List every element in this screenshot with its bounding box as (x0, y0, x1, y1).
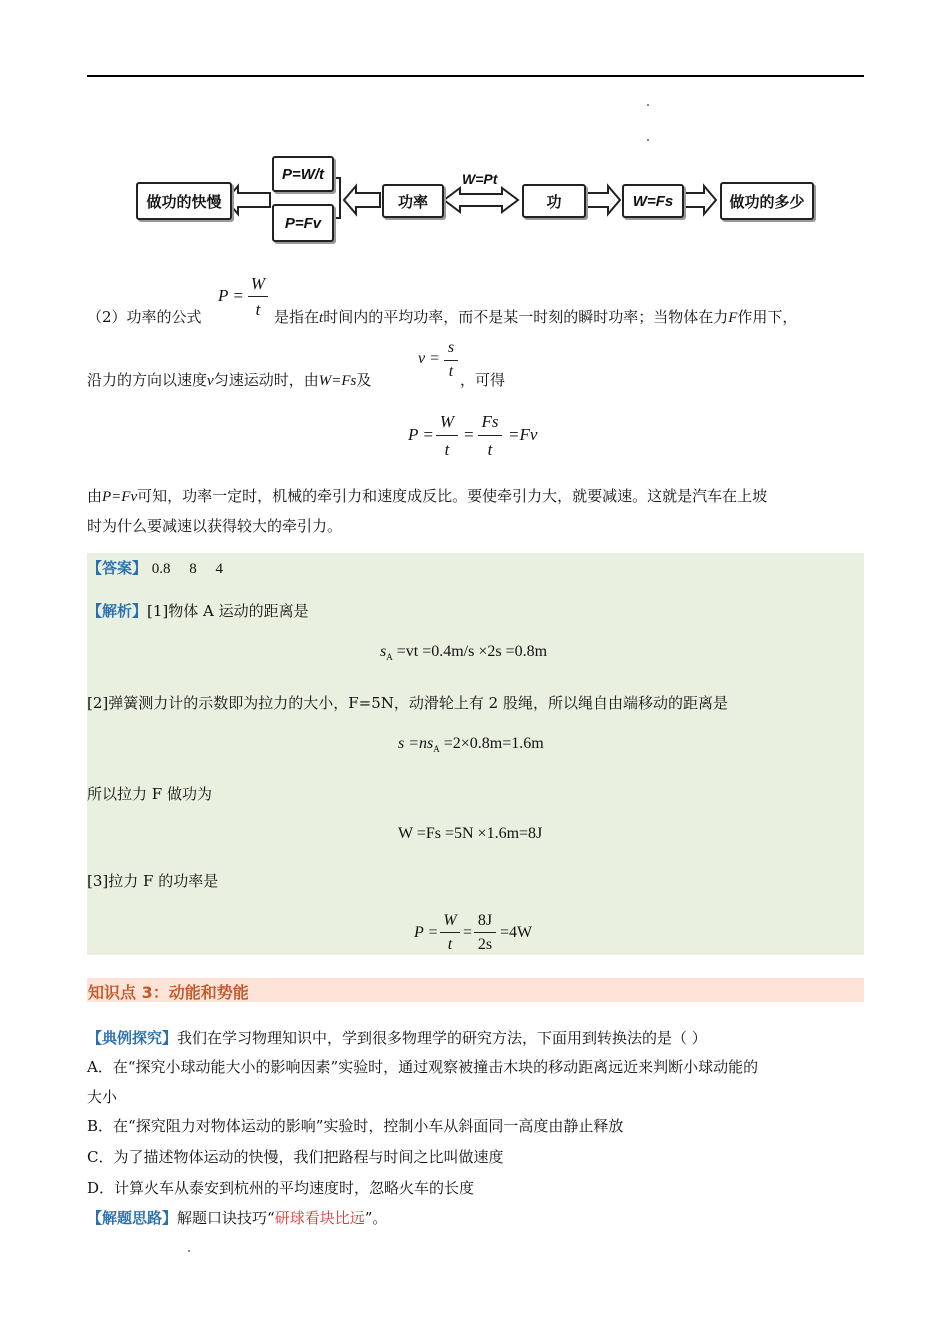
analysis-line (87, 600, 309, 621)
para4-line1-b: 可知，功率一定时，机械的牵引力和速度成反比。要使牵引力大，就要减速。这就是汽车在上坡 (137, 487, 768, 505)
option-b: B．在“探究阻力对物体运动的影响”实验时，控制小车从斜面同一高度由静止释放 (87, 1117, 624, 1135)
hint-text: 解题口诀技巧“ (177, 1209, 275, 1227)
eq-main-lhs: P = (408, 425, 434, 444)
analysis-eq1 (380, 643, 547, 662)
box-work-formula: W=Fs (622, 184, 684, 218)
eq2-main: s =ns (398, 735, 434, 752)
header-rule (87, 75, 864, 77)
eq-main-line1 (436, 435, 458, 436)
para3-formula-w: W=Fs (318, 373, 357, 389)
arrow-left-icon (226, 186, 270, 214)
option-a-line1: A．在“探究小球动能大小的影响因素”实验时，通过观察被撞击木块的移动距离远近来判断小球动能的 (87, 1058, 759, 1076)
analysis-eq2 (398, 735, 544, 754)
analysis-step1: [1]物体 A 运动的距离是 (147, 602, 309, 620)
para2-var-t: t (319, 310, 324, 326)
para3-text-d: ，可得 (460, 371, 506, 389)
analysis-tag: 【解析】 (87, 602, 148, 620)
eq1-sub: A (386, 652, 393, 663)
speck-3 (188, 1250, 190, 1252)
eq4-line2 (474, 932, 496, 933)
eq-main-den2: t (487, 440, 493, 459)
para4-formula: P=Fv (102, 489, 138, 505)
para3-var-v: v (207, 373, 214, 389)
eq1-rest: =vt =0.4m/s ×2s =0.8m (392, 643, 548, 660)
para2-formula-den: t (255, 300, 261, 319)
analysis-step2: [2]弹簧测力计的示数即为拉力的大小，F=5N，动滑轮上有 2 股绳，所以绳自由端移动的距离是 (87, 694, 728, 712)
para2-prefix: （2）功率的公式 (87, 308, 202, 326)
question-stem-line (87, 1027, 707, 1048)
para2-formula-lhs: P = (218, 286, 244, 305)
para3-text-c: 及 (356, 371, 372, 389)
hint-line (87, 1207, 387, 1228)
power-concept-diagram (130, 148, 820, 248)
eq2-rest: =2×0.8m=1.6m (439, 735, 544, 752)
relation-label: W=Pt (462, 171, 498, 187)
para3-text-a: 沿力的方向以速度 (87, 371, 208, 389)
eq4-den2: 2s (477, 936, 493, 953)
para3-text (87, 369, 371, 390)
eq1-s: s (380, 643, 387, 660)
eq4-line1 (440, 932, 460, 933)
box-work: 功 (522, 184, 586, 218)
para2-text-b: 时间内的平均功率，而不是某一时刻的瞬时功率；当物体在力 (323, 308, 729, 326)
eq-main-eq: = (464, 425, 474, 444)
eq-main-num1: W (439, 412, 455, 431)
box-formula-fv: P=Fv (272, 204, 334, 242)
answer-tag: 【答案】 (87, 559, 148, 577)
analysis-step3: 所以拉力 F 做功为 (87, 785, 212, 803)
option-c: C．为了描述物体运动的快慢，我们把路程与时间之比叫做速度 (87, 1148, 504, 1166)
eq4-den1: t (447, 936, 453, 953)
speck-1 (647, 104, 649, 106)
analysis-step4: [3]拉力 F 的功率是 (87, 872, 219, 890)
eq4-lhs: P = (414, 924, 439, 941)
box-speed-of-work: 做功的快慢 (136, 182, 232, 220)
question-tag: 【典例探究】 (87, 1029, 178, 1047)
para2-var-f: F (728, 310, 738, 326)
eq-main-line2 (478, 435, 502, 436)
analysis-eq3: W =Fs =5N ×1.6m=8J (398, 825, 543, 842)
para4-line2: 时为什么要减速以获得较大的牵引力。 (87, 517, 343, 535)
arrow-right-icon (586, 186, 620, 214)
arrow-left-icon-2 (344, 186, 380, 214)
knowledge-point-title: 知识点 3：动能和势能 (88, 983, 249, 1002)
eq4-num1: W (443, 912, 457, 929)
eq4-num2: 8J (477, 912, 493, 929)
box-power: 功率 (382, 184, 444, 218)
hint-end: ”。 (364, 1209, 388, 1227)
option-a-line2: 大小 (87, 1088, 118, 1106)
eq-main-den1: t (444, 440, 450, 459)
para3-v-lhs: v = (418, 350, 440, 367)
arrow-right-icon-2 (684, 186, 716, 214)
para4-line1 (87, 485, 767, 506)
box-formula-wt: P=W/t (272, 156, 334, 192)
eq4-rhs: =4W (500, 924, 533, 941)
hint-mnemonic: 研球看块比远 (274, 1209, 365, 1227)
eq-main-num2: Fs (481, 412, 499, 431)
option-d: D．计算火车从泰安到杭州的平均速度时，忽略火车的长度 (87, 1179, 475, 1197)
para3-fraction-line (444, 360, 458, 361)
para3-v-den: t (448, 363, 454, 380)
para4-line1-a: 由 (87, 487, 103, 505)
eq2-sub: A (433, 744, 440, 755)
para2-text (274, 306, 797, 327)
para2-formula-num: W (250, 274, 266, 293)
para3-text-b: 匀速运动时，由 (213, 371, 319, 389)
double-arrow-icon (444, 188, 518, 212)
para2-fraction-line (248, 296, 268, 297)
eq4-eq: = (463, 924, 473, 941)
answer-values: 0.8 8 4 (151, 561, 224, 577)
para3-v-num: s (447, 339, 455, 356)
answer-line (87, 557, 223, 578)
para2-text-c: 作用下， (737, 308, 798, 326)
eq-main-rhs: =Fv (508, 425, 538, 444)
box-amount-of-work: 做功的多少 (720, 182, 814, 220)
hint-tag: 【解题思路】 (87, 1209, 178, 1227)
speck-2 (647, 139, 649, 141)
para2-text-a: 是指在 (274, 308, 320, 326)
diagram-arrows (130, 148, 820, 248)
question-stem: 我们在学习物理知识中，学到很多物理学的研究方法，下面用到转换法的是（ ） (177, 1029, 707, 1047)
